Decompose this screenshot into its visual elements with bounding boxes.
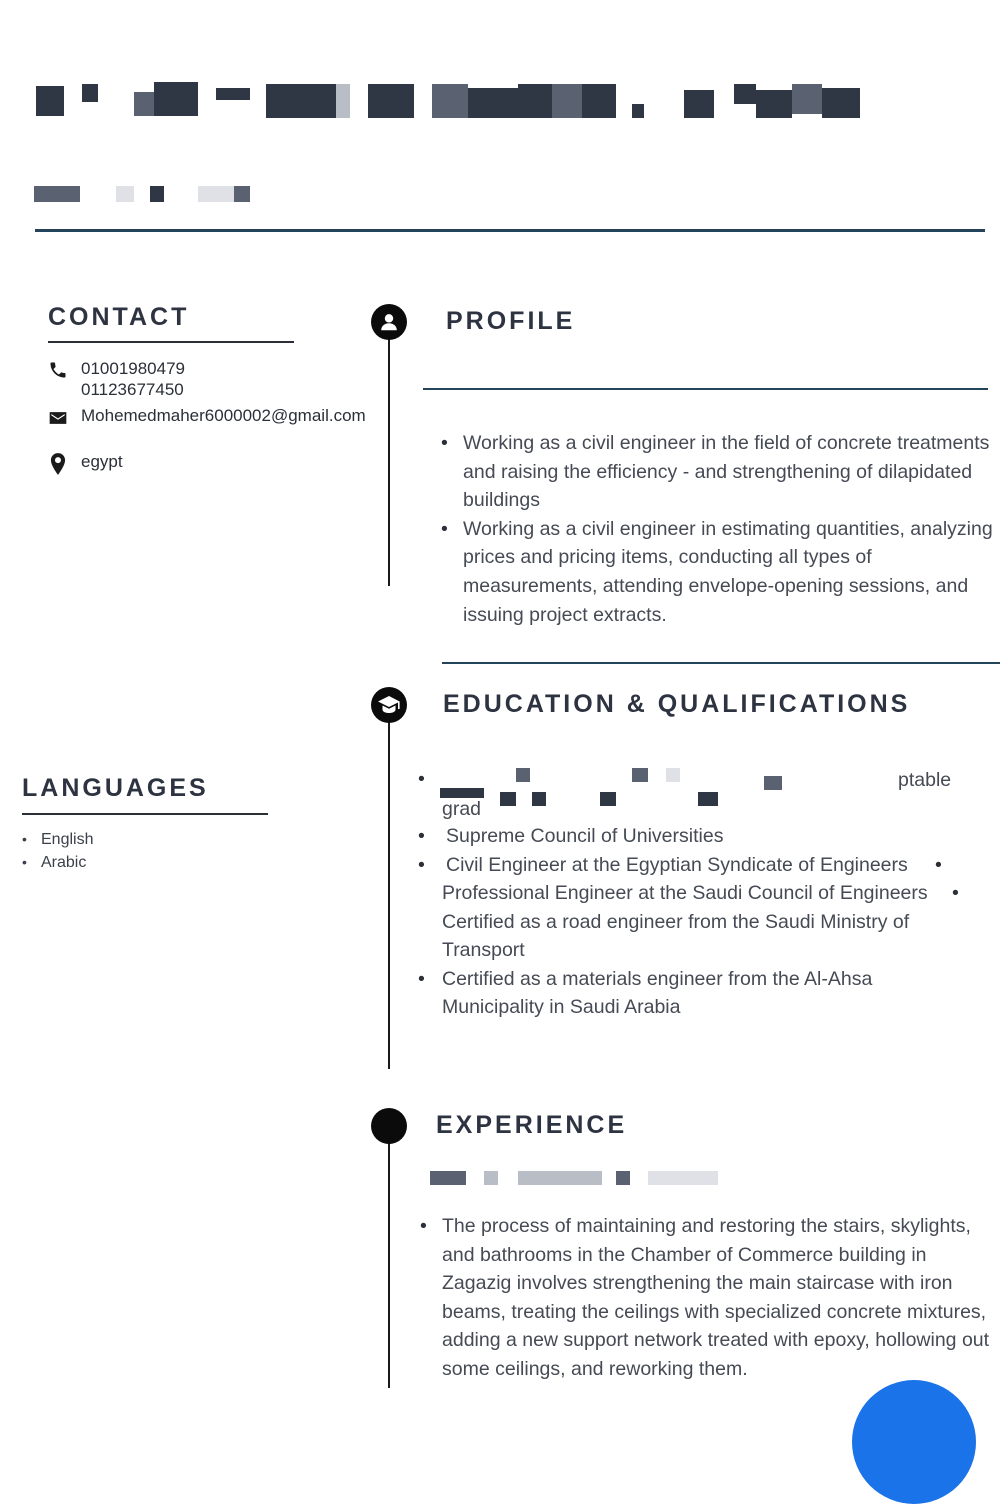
phone-number-2: 01123677450 (81, 380, 184, 399)
timeline-line-profile (388, 322, 390, 586)
education-line: Transport (442, 939, 525, 961)
location-pin-icon (48, 452, 68, 476)
partial-text: ptable (898, 769, 952, 791)
education-line: Supreme Council of Universities (446, 825, 724, 847)
header-divider (35, 229, 985, 232)
education-line: Municipality in Saudi Arabia (442, 996, 681, 1018)
redacted-job-entry (430, 1168, 720, 1188)
profile-top-divider (423, 388, 988, 390)
contact-heading: CONTACT (48, 303, 190, 331)
contact-phone (48, 358, 185, 400)
profile-list (441, 429, 997, 629)
mail-icon (48, 408, 68, 428)
redacted-job-title (34, 184, 264, 204)
language-item: • Arabic (22, 851, 93, 874)
contact-location (48, 450, 123, 476)
experience-heading: EXPERIENCE (436, 1111, 628, 1139)
education-marker (371, 687, 407, 723)
profile-bottom-divider (442, 662, 1000, 664)
profile-item: • Working as a civil engineer in the field of concrete treatments and raising the efficiency - and strengthening of dilapidated buildings (441, 429, 997, 515)
languages-heading: LANGUAGES (22, 774, 209, 802)
languages-divider (22, 813, 268, 815)
bullet: • (952, 882, 959, 904)
profile-heading: PROFILE (446, 307, 576, 335)
language-item: • English (22, 828, 93, 851)
bullet: • (935, 854, 942, 876)
bullet: • (418, 825, 425, 847)
education-line: Professional Engineer at the Saudi Council of Engineers (442, 882, 928, 904)
phone-number-1: 01001980479 (81, 359, 186, 378)
education-line: Civil Engineer at the Egyptian Syndicate of Engineers (446, 854, 908, 876)
bullet: • (418, 768, 425, 790)
floating-action-button[interactable] (852, 1380, 976, 1504)
profile-item: • Working as a civil engineer in estimating quantities, analyzing prices and pricing items, conducting all types of measurements, attending envelope-opening sessions, and issuing project extracts. (441, 515, 997, 629)
profile-marker (371, 304, 407, 340)
bullet: • (418, 968, 425, 990)
timeline-line-experience (388, 1126, 390, 1388)
education-line: Certified as a materials engineer from the Al-Ahsa (442, 968, 873, 990)
email-address: Mohemedmaher6000002@gmail.com (81, 406, 366, 425)
partial-text: grad (442, 798, 482, 820)
redacted-name (36, 80, 866, 122)
redacted-degree (440, 766, 790, 812)
person-icon (378, 311, 400, 333)
experience-marker (371, 1108, 407, 1144)
bullet: • (418, 854, 425, 876)
education-line: Certified as a road engineer from the Saudi Ministry of (442, 911, 910, 933)
contact-divider (48, 341, 294, 343)
graduation-cap-icon (377, 694, 401, 716)
phone-icon (48, 360, 68, 380)
experience-list (420, 1212, 992, 1384)
experience-item: • The process of maintaining and restoring the stairs, skylights, and bathrooms in the Chamber of Commerce building in Zagazig involves strengthening the main staircase with iron beams, treating the ceilings with specialized concrete mixtures, adding a new support network treated with epoxy, hollowing out some ceilings, and reworking them. (420, 1212, 992, 1384)
timeline-line-education (388, 705, 390, 1069)
contact-email (48, 405, 366, 428)
languages-list (22, 828, 93, 874)
location-text: egypt (81, 452, 123, 471)
education-heading: EDUCATION & QUALIFICATIONS (443, 690, 911, 718)
